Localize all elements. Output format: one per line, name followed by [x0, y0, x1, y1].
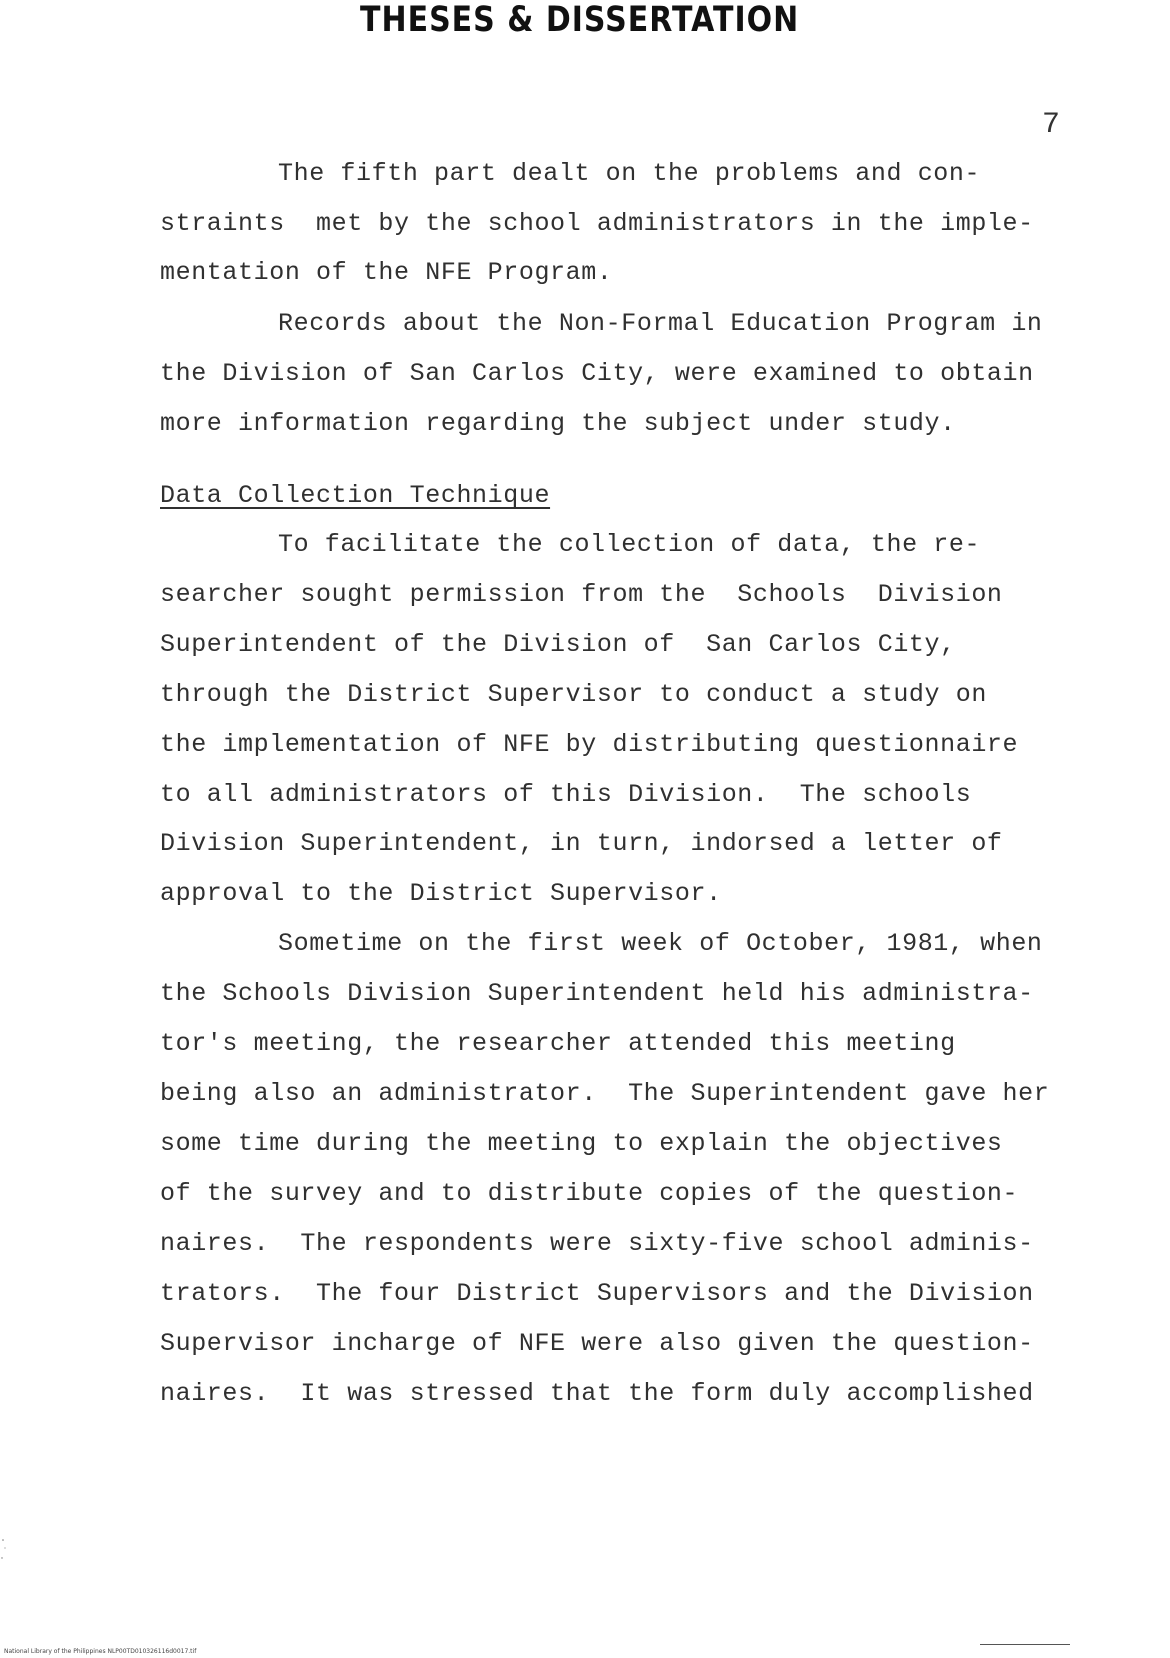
text-line: straints met by the school administrators in the imple- [160, 209, 1034, 238]
text-line: of the survey and to distribute copies of the question- [160, 1179, 1019, 1208]
section-heading: Data Collection Technique [160, 481, 551, 510]
theses-dissertation-stamp: THESES & DISSERTATION [360, 0, 800, 41]
footer-source: National Library of the Philippines NLP00TD010326116d0017.tif [4, 1648, 197, 1655]
text-line: through the District Supervisor to conduct a study on [160, 680, 987, 709]
text-line: Sometime on the first week of October, 1981, when [278, 929, 1043, 958]
page-number: 7 [1042, 108, 1061, 142]
text-line: Division Superintendent, in turn, indorsed a letter of [160, 829, 1003, 858]
text-line: more information regarding the subject under study. [160, 409, 956, 438]
text-line: to all administrators of this Division. The schools [160, 780, 972, 809]
text-line: mentation of the NFE Program. [160, 258, 613, 287]
scan-specks [0, 1536, 12, 1566]
text-line: The fifth part dealt on the problems and con- [278, 159, 981, 188]
text-line: trators. The four District Supervisors and the Division [160, 1279, 1034, 1308]
text-line: naires. It was stressed that the form duly accomplished [160, 1379, 1034, 1408]
text-line: the implementation of NFE by distributing questionnaire [160, 730, 1019, 759]
text-line: Supervisor incharge of NFE were also given the question- [160, 1329, 1034, 1358]
text-line: To facilitate the collection of data, the re- [278, 530, 981, 559]
text-line: the Schools Division Superintendent held his administra- [160, 979, 1034, 1008]
text-line: naires. The respondents were sixty-five school adminis- [160, 1229, 1034, 1258]
text-line: some time during the meeting to explain the objectives [160, 1129, 1003, 1158]
text-line: tor's meeting, the researcher attended this meeting [160, 1029, 956, 1058]
text-line: Records about the Non-Formal Education Program in [278, 309, 1043, 338]
text-line: approval to the District Supervisor. [160, 879, 722, 908]
footer-rule [980, 1644, 1070, 1645]
text-line: the Division of San Carlos City, were examined to obtain [160, 359, 1034, 388]
text-line: being also an administrator. The Superintendent gave her [160, 1079, 1050, 1108]
text-line: Superintendent of the Division of San Carlos City, [160, 630, 956, 659]
text-line: searcher sought permission from the Schools Division [160, 580, 1003, 609]
